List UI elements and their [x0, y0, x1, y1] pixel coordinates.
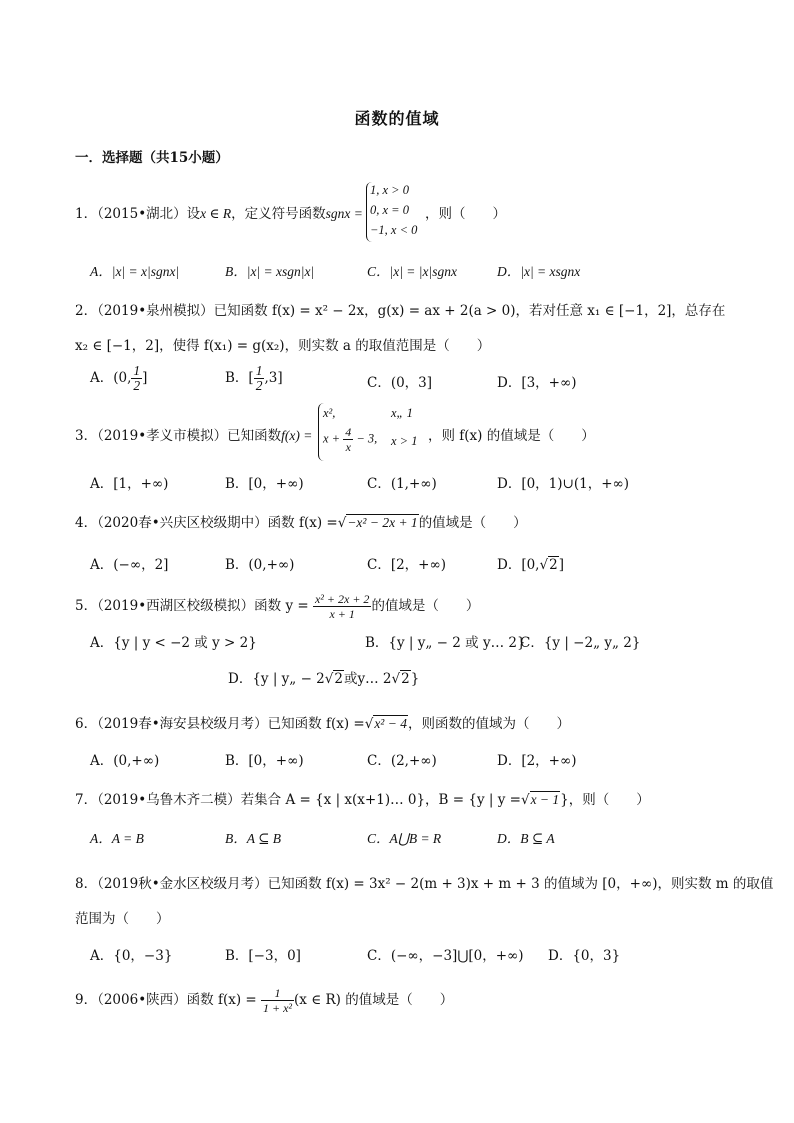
fraction-numerator: 1: [133, 363, 141, 378]
section-heading: 一．选择题（共15小题）: [75, 150, 229, 166]
q8-option-c: C．(−∞，−3]⋃[0，+∞): [367, 948, 524, 964]
q9-stem-post: (x ∈ R) 的值域是（ ）: [294, 992, 454, 1008]
q7-option-d: D．B ⊆ A: [497, 831, 555, 846]
q6-option-b: B．[0，+∞): [225, 753, 304, 769]
q1-option-b: B．|x| = xsgn|x|: [225, 264, 315, 279]
q5-option-b: B．{y | y„ − 2 或 y… 2}: [365, 635, 526, 651]
q1-case: 1, x > 0: [370, 183, 409, 197]
question-8-line1: 8．（2019秋•金水区校级月考）已知函数 f(x) = 3x² − 2(m + 3)x + m + 3 的值域为 [0，+∞)，则实数 m 的取值: [75, 876, 774, 892]
question-8-line2: 范围为（ ）: [75, 911, 170, 927]
q7-option-a: A．A = B: [90, 831, 144, 846]
q3-case-1: [323, 403, 433, 425]
q1-sgn-label: sgnx =: [325, 206, 363, 221]
q5-d-sqrt-1: 2: [334, 671, 343, 687]
q3-case-2: [323, 425, 433, 459]
q1-option-c: C．|x| = |x|sgnx: [367, 264, 457, 279]
q4-d-sqrt: 2: [549, 557, 558, 573]
q2-option-c: C．(0，3]: [367, 375, 433, 391]
q3-case-2-post: − 3,: [356, 431, 378, 446]
q7-option-c: C．A⋃B = R: [367, 831, 442, 846]
q9-stem-pre: 9．（2006•陕西）函数 f(x) =: [75, 992, 257, 1008]
q4-option-a: A．(−∞，2]: [90, 557, 169, 573]
question-9-stem: [75, 986, 734, 1015]
q2-b-pre: B．[: [225, 370, 254, 386]
fraction-numerator: 1: [261, 986, 294, 1001]
fraction-numerator: 4: [345, 425, 352, 439]
q5-d-pre: D．{y | y„ − 2: [228, 671, 325, 687]
q2-option-a: [90, 364, 147, 393]
q5-option-d: D．{y | y„ − 2√2或y… 2√2}: [228, 671, 420, 687]
q2-b-post: ,3]: [264, 370, 283, 386]
fraction-denominator: x: [345, 440, 351, 454]
q6-stem-pre: 6．（2019春•海安县校级月考）已知函数 f(x) =: [75, 716, 365, 732]
q3-option-a: A．[1，+∞): [90, 476, 169, 492]
q6-sqrt: x² − 4: [374, 716, 407, 731]
fraction-denominator: 2: [255, 378, 263, 393]
q3-case-1-expr: x²,: [323, 406, 336, 420]
q3-case-2-fraction: [343, 425, 353, 454]
q5-d-post: }: [410, 671, 420, 687]
q5-stem-post: 的值域是（ ）: [371, 598, 480, 614]
q3-option-b: B．[0，+∞): [225, 476, 304, 492]
question-2-line2: x₂ ∈ [−1，2]，使得 f(x₁) = g(x₂)，则实数 a 的取值范围是（ ）: [75, 338, 491, 354]
q4-d-post: ]: [558, 557, 564, 573]
fraction-numerator: 1: [255, 363, 263, 378]
q2-a-post: ]: [142, 370, 148, 386]
q3-fx: f(x) =: [281, 428, 313, 443]
question-4-stem: 4．（2020春•兴庆区校级期中）函数 f(x) =√−x² − 2x + 1的值域是（ ）: [75, 515, 527, 531]
q3-case-1-cond: x„ 1: [391, 406, 413, 420]
q6-option-a: A．(0,+∞): [90, 753, 160, 769]
q8-option-a: A．{0，−3}: [90, 948, 173, 964]
q2-b-fraction: [254, 364, 265, 393]
q7-sqrt: x − 1: [530, 792, 560, 807]
fraction-denominator: x + 1: [329, 607, 355, 621]
q3-stem-pre: 3．（2019•孝义市模拟）已知函数: [75, 428, 282, 444]
question-7-stem: 7．（2019•乌鲁木齐二模）若集合 A = {x | x(x+1)… 0}，B = {y | y =√x − 1}，则（ ）: [75, 792, 650, 808]
q9-fraction: [261, 986, 294, 1015]
q6-stem-post: ，则函数的值域为（ ）: [407, 716, 570, 732]
q3-case-2-pre: x +: [323, 431, 341, 446]
q5-fraction: [313, 592, 371, 621]
page-title: 函数的值域: [354, 109, 440, 128]
q3-option-c: C．(1,+∞): [367, 476, 437, 492]
q2-a-fraction: [131, 364, 142, 393]
q1-option-a: A．|x| = x|sgnx|: [90, 264, 180, 279]
q8-option-d: D．{0，3}: [548, 948, 621, 964]
q4-option-b: B．(0,+∞): [225, 557, 295, 573]
q1-case: −1, x < 0: [370, 223, 418, 237]
q7-stem-post: }，则（ ）: [560, 792, 650, 808]
q2-option-b: [225, 364, 283, 393]
q1-case: 0, x = 0: [370, 203, 409, 217]
q3-cases: [323, 403, 433, 459]
fraction-numerator: x² + 2x + 2: [314, 592, 370, 606]
q6-option-d: D．[2，+∞): [497, 753, 577, 769]
q5-stem-pre: 5．（2019•西湖区校级模拟）函数 y =: [75, 598, 309, 614]
q1-condition: x ∈ R: [200, 206, 232, 221]
q2-a-pre: A．(0,: [90, 370, 132, 386]
q1-stem-mid: ，定义符号函数: [231, 206, 326, 222]
q7-stem-pre: 7．（2019•乌鲁木齐二模）若集合 A = {x | x(x+1)… 0}，B = {y | y =: [75, 792, 521, 808]
q8-option-b: B．[−3，0]: [225, 948, 301, 964]
q5-d-sqrt-2: 2: [401, 671, 410, 687]
q5-d-mid: 或y… 2: [343, 671, 392, 687]
q7-option-b: B．A ⊆ B: [225, 831, 282, 846]
q4-option-d: D．[0,√2]: [497, 557, 564, 573]
q4-option-c: C．[2，+∞): [367, 557, 447, 573]
q4-d-pre: D．[0,: [497, 557, 540, 573]
q3-stem-post: ，则 f(x) 的值域是（ ）: [428, 428, 595, 444]
q4-sqrt: −x² − 2x + 1: [347, 515, 418, 530]
q1-stem-post: ，则（ ）: [425, 206, 506, 222]
q6-option-c: C．(2,+∞): [367, 753, 437, 769]
q1-option-d: D．|x| = xsgnx: [497, 264, 581, 279]
q2-option-d: D．[3，+∞): [497, 375, 577, 391]
q3-case-2-cond: x > 1: [391, 434, 418, 448]
q1-stem-pre: 1．（2015•湖北）设: [75, 206, 201, 222]
fraction-denominator: 1 + x²: [263, 1001, 293, 1015]
question-6-stem: 6．（2019春•海安县校级月考）已知函数 f(x) =√x² − 4，则函数的值域为（ ）: [75, 716, 570, 732]
question-2-line1: 2．（2019•泉州模拟）已知函数 f(x) = x² − 2x，g(x) = ax + 2(a > 0)，若对任意 x₁ ∈ [−1，2]，总存在: [75, 303, 726, 319]
q5-option-c: C．{y | −2„ y„ 2}: [520, 635, 641, 651]
question-5-stem: [75, 592, 734, 621]
q5-option-a: A．{y | y < −2 或 y > 2}: [90, 635, 257, 651]
q1-cases: [370, 180, 417, 240]
fraction-denominator: 2: [133, 378, 141, 393]
q4-stem-pre: 4．（2020春•兴庆区校级期中）函数 f(x) =: [75, 515, 338, 531]
q3-option-d: D．[0，1)∪(1，+∞): [497, 476, 630, 492]
q4-stem-post: 的值域是（ ）: [418, 515, 527, 531]
